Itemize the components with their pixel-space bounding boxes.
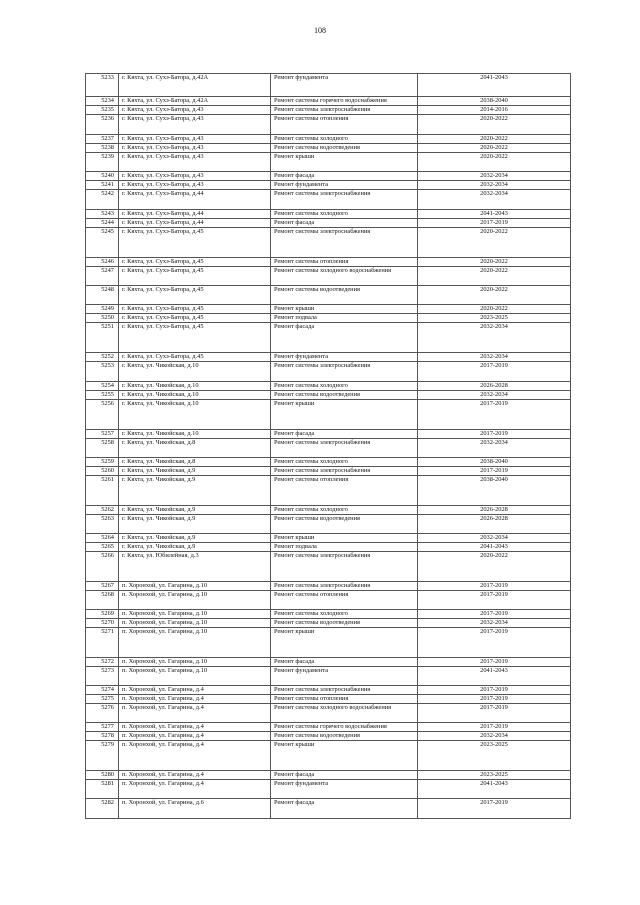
row-period: 2038-2040 (418, 458, 571, 467)
row-work-type: Ремонт крыши (271, 400, 418, 430)
table-row (86, 323, 571, 353)
row-address: г. Кяхта, ул. Сухэ-Батора, д.45 (119, 314, 271, 323)
table-row (86, 458, 571, 467)
table-body (86, 74, 571, 819)
row-number: 5279 (86, 741, 119, 771)
row-number: 5276 (86, 704, 119, 723)
row-work-type: Ремонт системы водоотведения (271, 391, 418, 400)
row-address: г. Кяхта, ул. Сухэ-Батора, д.45 (119, 286, 271, 305)
row-work-type: Ремонт фасада (271, 172, 418, 181)
row-work-type: Ремонт фундамента (271, 780, 418, 799)
row-number: 5236 (86, 115, 119, 135)
row-work-type: Ремонт системы отопления (271, 115, 418, 135)
row-number: 5251 (86, 323, 119, 353)
row-number: 5269 (86, 610, 119, 619)
row-number: 5280 (86, 771, 119, 780)
table-row (86, 97, 571, 106)
row-period: 2017-2019 (418, 591, 571, 610)
row-address: п. Хоронхой, ул. Гагарина, д.4 (119, 780, 271, 799)
row-work-type: Ремонт системы холодного (271, 458, 418, 467)
row-number: 5252 (86, 353, 119, 362)
row-period: 2020-2022 (418, 267, 571, 286)
row-period: 2017-2019 (418, 362, 571, 382)
table-row (86, 181, 571, 190)
row-work-type: Ремонт системы электроснабжения (271, 228, 418, 258)
table-row (86, 476, 571, 506)
row-number: 5248 (86, 286, 119, 305)
row-number: 5237 (86, 135, 119, 144)
row-period: 2020-2022 (418, 228, 571, 258)
row-address: г. Кяхта, ул. Чикойская, д.10 (119, 362, 271, 382)
row-work-type: Ремонт системы горячего водоснабжения (271, 97, 418, 106)
row-number: 5281 (86, 780, 119, 799)
row-number: 5265 (86, 543, 119, 552)
row-number: 5234 (86, 97, 119, 106)
table-row (86, 353, 571, 362)
row-period: 2032-2034 (418, 353, 571, 362)
row-address: п. Хоронхой, ул. Гагарина, д.10 (119, 610, 271, 619)
row-number: 5270 (86, 619, 119, 628)
row-period: 2014-2016 (418, 106, 571, 115)
row-period: 2026-2028 (418, 515, 571, 534)
row-work-type: Ремонт системы водоотведения (271, 732, 418, 741)
table-row (86, 439, 571, 458)
row-number: 5249 (86, 305, 119, 314)
row-address: п. Хоронхой, ул. Гагарина, д.10 (119, 582, 271, 591)
row-number: 5238 (86, 144, 119, 153)
row-address: п. Хоронхой, ул. Гагарина, д.10 (119, 667, 271, 686)
row-address: п. Хоронхой, ул. Гагарина, д.4 (119, 771, 271, 780)
row-period: 2032-2034 (418, 391, 571, 400)
row-period: 2023-2025 (418, 741, 571, 771)
row-period: 2017-2019 (418, 219, 571, 228)
row-address: п. Хоронхой, ул. Гагарина, д.4 (119, 686, 271, 695)
row-work-type: Ремонт системы водоотведения (271, 515, 418, 534)
row-work-type: Ремонт крыши (271, 534, 418, 543)
row-address: п. Хоронхой, ул. Гагарина, д.10 (119, 619, 271, 628)
row-period: 2032-2034 (418, 619, 571, 628)
row-number: 5241 (86, 181, 119, 190)
row-period: 2032-2034 (418, 181, 571, 190)
table-row (86, 305, 571, 314)
row-number: 5273 (86, 667, 119, 686)
page-number: 108 (314, 26, 326, 35)
row-period: 2020-2022 (418, 135, 571, 144)
table-row (86, 400, 571, 430)
row-work-type: Ремонт фундамента (271, 353, 418, 362)
table-row (86, 686, 571, 695)
row-number: 5264 (86, 534, 119, 543)
row-work-type: Ремонт системы отопления (271, 258, 418, 267)
table-row (86, 172, 571, 181)
row-period: 2017-2019 (418, 467, 571, 476)
table-row (86, 153, 571, 172)
row-number: 5245 (86, 228, 119, 258)
row-work-type: Ремонт системы электроснабжения (271, 686, 418, 695)
row-period: 2017-2019 (418, 582, 571, 591)
row-address: г. Кяхта, ул. Чикойская, д.8 (119, 458, 271, 467)
row-period: 2041-2043 (418, 210, 571, 219)
table-row (86, 619, 571, 628)
row-period: 2017-2019 (418, 430, 571, 439)
row-number: 5271 (86, 628, 119, 658)
row-number: 5274 (86, 686, 119, 695)
row-address: г. Кяхта, ул. Сухэ-Батора, д.45 (119, 228, 271, 258)
row-work-type: Ремонт подвала (271, 314, 418, 323)
row-work-type: Ремонт системы электроснабжения (271, 106, 418, 115)
row-period: 2017-2019 (418, 704, 571, 723)
row-period: 2017-2019 (418, 723, 571, 732)
table-row (86, 704, 571, 723)
table-row (86, 780, 571, 799)
row-address: г. Кяхта, ул. Сухэ-Батора, д.42А (119, 97, 271, 106)
row-number: 5246 (86, 258, 119, 267)
row-work-type: Ремонт системы холодного водоснабжения (271, 267, 418, 286)
row-work-type: Ремонт фасада (271, 771, 418, 780)
table-row (86, 190, 571, 210)
row-number: 5261 (86, 476, 119, 506)
table-row (86, 799, 571, 819)
row-period: 2032-2034 (418, 323, 571, 353)
row-period: 2041-2043 (418, 780, 571, 799)
row-address: г. Кяхта, ул. Сухэ-Батора, д.43 (119, 106, 271, 115)
table-row (86, 286, 571, 305)
row-number: 5266 (86, 552, 119, 582)
row-work-type: Ремонт системы холодного водоснабжения (271, 704, 418, 723)
table-row (86, 582, 571, 591)
table-row (86, 591, 571, 610)
row-address: г. Кяхта, ул. Чикойская, д.10 (119, 430, 271, 439)
row-address: г. Кяхта, ул. Чикойская, д.9 (119, 515, 271, 534)
table-row (86, 258, 571, 267)
table-row (86, 628, 571, 658)
row-period: 2038-2040 (418, 97, 571, 106)
row-work-type: Ремонт системы электроснабжения (271, 362, 418, 382)
row-number: 5267 (86, 582, 119, 591)
row-address: г. Кяхта, ул. Сухэ-Батора, д.45 (119, 305, 271, 314)
row-number: 5260 (86, 467, 119, 476)
row-address: п. Хоронхой, ул. Гагарина, д.4 (119, 732, 271, 741)
row-address: п. Хоронхой, ул. Гагарина, д.4 (119, 695, 271, 704)
table-row (86, 515, 571, 534)
table-row (86, 267, 571, 286)
row-work-type: Ремонт фасада (271, 323, 418, 353)
row-period: 2020-2022 (418, 153, 571, 172)
row-address: п. Хоронхой, ул. Гагарина, д.10 (119, 658, 271, 667)
row-number: 5242 (86, 190, 119, 210)
row-number: 5259 (86, 458, 119, 467)
row-number: 5275 (86, 695, 119, 704)
row-period: 2020-2022 (418, 552, 571, 582)
table-row (86, 144, 571, 153)
row-address: г. Кяхта, ул. Чикойская, д.9 (119, 506, 271, 515)
row-number: 5239 (86, 153, 119, 172)
row-number: 5254 (86, 382, 119, 391)
row-number: 5257 (86, 430, 119, 439)
row-address: г. Кяхта, ул. Сухэ-Батора, д.44 (119, 219, 271, 228)
table-row (86, 543, 571, 552)
row-address: г. Кяхта, ул. Чикойская, д.8 (119, 439, 271, 458)
row-work-type: Ремонт фасада (271, 430, 418, 439)
row-period: 2023-2025 (418, 771, 571, 780)
table-row (86, 723, 571, 732)
row-address: г. Кяхта, ул. Сухэ-Батора, д.45 (119, 323, 271, 353)
row-address: г. Кяхта, ул. Сухэ-Батора, д.45 (119, 353, 271, 362)
row-work-type: Ремонт системы электроснабжения (271, 582, 418, 591)
row-work-type: Ремонт крыши (271, 628, 418, 658)
row-number: 5268 (86, 591, 119, 610)
row-address: г. Кяхта, ул. Сухэ-Батора, д.44 (119, 210, 271, 219)
row-number: 5247 (86, 267, 119, 286)
row-work-type: Ремонт фундамента (271, 181, 418, 190)
row-number: 5282 (86, 799, 119, 819)
row-period: 2017-2019 (418, 658, 571, 667)
row-period: 2017-2019 (418, 686, 571, 695)
table-row (86, 314, 571, 323)
row-work-type: Ремонт системы водоотведения (271, 286, 418, 305)
row-work-type: Ремонт системы холодного (271, 382, 418, 391)
row-address: г. Кяхта, ул. Чикойская, д.10 (119, 391, 271, 400)
row-work-type: Ремонт фасада (271, 658, 418, 667)
row-address: г. Кяхта, ул. Сухэ-Батора, д.43 (119, 153, 271, 172)
row-work-type: Ремонт системы электроснабжения (271, 190, 418, 210)
row-address: г. Кяхта, ул. Сухэ-Батора, д.43 (119, 181, 271, 190)
table-row (86, 534, 571, 543)
row-period: 2020-2022 (418, 115, 571, 135)
row-period: 2017-2019 (418, 695, 571, 704)
row-period: 2020-2022 (418, 305, 571, 314)
row-address: г. Кяхта, ул. Юбилейная, д.3 (119, 552, 271, 582)
row-number: 5235 (86, 106, 119, 115)
table-row (86, 74, 571, 97)
row-number: 5272 (86, 658, 119, 667)
row-address: г. Кяхта, ул. Сухэ-Батора, д.42А (119, 74, 271, 97)
table-row (86, 115, 571, 135)
row-work-type: Ремонт системы холодного (271, 506, 418, 515)
row-address: г. Кяхта, ул. Чикойская, д.9 (119, 467, 271, 476)
row-period: 2026-2028 (418, 506, 571, 515)
row-period: 2017-2019 (418, 799, 571, 819)
row-period: 2017-2019 (418, 610, 571, 619)
row-address: г. Кяхта, ул. Чикойская, д.9 (119, 476, 271, 506)
row-work-type: Ремонт фундамента (271, 74, 418, 97)
row-address: п. Хоронхой, ул. Гагарина, д.4 (119, 704, 271, 723)
row-address: г. Кяхта, ул. Чикойская, д.9 (119, 543, 271, 552)
table-row (86, 610, 571, 619)
table-row (86, 506, 571, 515)
row-work-type: Ремонт системы электроснабжения (271, 467, 418, 476)
repair-schedule-table (85, 73, 571, 819)
row-work-type: Ремонт фасада (271, 799, 418, 819)
row-address: г. Кяхта, ул. Сухэ-Батора, д.45 (119, 267, 271, 286)
row-period: 2032-2034 (418, 439, 571, 458)
row-work-type: Ремонт системы отопления (271, 695, 418, 704)
row-work-type: Ремонт системы горячего водоснабжения (271, 723, 418, 732)
row-work-type: Ремонт подвала (271, 543, 418, 552)
row-period: 2017-2019 (418, 628, 571, 658)
row-number: 5253 (86, 362, 119, 382)
row-period: 2041-2043 (418, 667, 571, 686)
table-row (86, 219, 571, 228)
row-work-type: Ремонт фасада (271, 219, 418, 228)
row-work-type: Ремонт системы холодного (271, 610, 418, 619)
table-row (86, 741, 571, 771)
row-address: г. Кяхта, ул. Сухэ-Батора, д.45 (119, 258, 271, 267)
row-period: 2038-2040 (418, 476, 571, 506)
row-number: 5256 (86, 400, 119, 430)
row-address: г. Кяхта, ул. Сухэ-Батора, д.43 (119, 144, 271, 153)
row-address: г. Кяхта, ул. Сухэ-Батора, д.44 (119, 190, 271, 210)
table-row (86, 391, 571, 400)
row-number: 5277 (86, 723, 119, 732)
table-row (86, 430, 571, 439)
row-period: 2026-2028 (418, 382, 571, 391)
table-row (86, 382, 571, 391)
row-work-type: Ремонт системы отопления (271, 591, 418, 610)
table-row (86, 667, 571, 686)
row-work-type: Ремонт фундамента (271, 667, 418, 686)
row-address: п. Хоронхой, ул. Гагарина, д.4 (119, 741, 271, 771)
row-address: г. Кяхта, ул. Чикойская, д.9 (119, 534, 271, 543)
row-period: 2020-2022 (418, 144, 571, 153)
row-work-type: Ремонт крыши (271, 741, 418, 771)
row-address: п. Хоронхой, ул. Гагарина, д.6 (119, 799, 271, 819)
table-row (86, 362, 571, 382)
row-address: г. Кяхта, ул. Чикойская, д.10 (119, 382, 271, 391)
row-address: г. Кяхта, ул. Сухэ-Батора, д.43 (119, 135, 271, 144)
row-work-type: Ремонт крыши (271, 153, 418, 172)
row-number: 5255 (86, 391, 119, 400)
row-work-type: Ремонт системы водоотведения (271, 144, 418, 153)
table-row (86, 228, 571, 258)
row-period: 2032-2034 (418, 172, 571, 181)
row-period: 2041-2043 (418, 543, 571, 552)
row-period: 2020-2022 (418, 258, 571, 267)
row-address: г. Кяхта, ул. Сухэ-Батора, д.43 (119, 172, 271, 181)
row-work-type: Ремонт системы электроснабжения (271, 552, 418, 582)
row-work-type: Ремонт системы водоотведения (271, 619, 418, 628)
row-period: 2023-2025 (418, 314, 571, 323)
row-number: 5244 (86, 219, 119, 228)
table-row (86, 106, 571, 115)
row-number: 5250 (86, 314, 119, 323)
row-number: 5243 (86, 210, 119, 219)
row-work-type: Ремонт крыши (271, 305, 418, 314)
table-row (86, 658, 571, 667)
row-address: п. Хоронхой, ул. Гагарина, д.4 (119, 723, 271, 732)
row-work-type: Ремонт системы холодного (271, 210, 418, 219)
row-period: 2020-2022 (418, 286, 571, 305)
table-row (86, 552, 571, 582)
row-work-type: Ремонт системы электроснабжения (271, 439, 418, 458)
row-number: 5278 (86, 732, 119, 741)
row-address: г. Кяхта, ул. Чикойская, д.10 (119, 400, 271, 430)
row-address: п. Хоронхой, ул. Гагарина, д.10 (119, 628, 271, 658)
row-work-type: Ремонт системы отопления (271, 476, 418, 506)
row-number: 5233 (86, 74, 119, 97)
row-period: 2032-2034 (418, 732, 571, 741)
table-row (86, 695, 571, 704)
table-row (86, 467, 571, 476)
row-period: 2017-2019 (418, 400, 571, 430)
row-number: 5258 (86, 439, 119, 458)
row-address: п. Хоронхой, ул. Гагарина, д.10 (119, 591, 271, 610)
row-work-type: Ремонт системы холодного (271, 135, 418, 144)
table-row (86, 732, 571, 741)
table-row (86, 135, 571, 144)
row-number: 5263 (86, 515, 119, 534)
table-row (86, 771, 571, 780)
row-period: 2041-2043 (418, 74, 571, 97)
row-number: 5262 (86, 506, 119, 515)
row-address: г. Кяхта, ул. Сухэ-Батора, д.43 (119, 115, 271, 135)
row-period: 2032-2034 (418, 534, 571, 543)
row-number: 5240 (86, 172, 119, 181)
row-period: 2032-2034 (418, 190, 571, 210)
table-row (86, 210, 571, 219)
